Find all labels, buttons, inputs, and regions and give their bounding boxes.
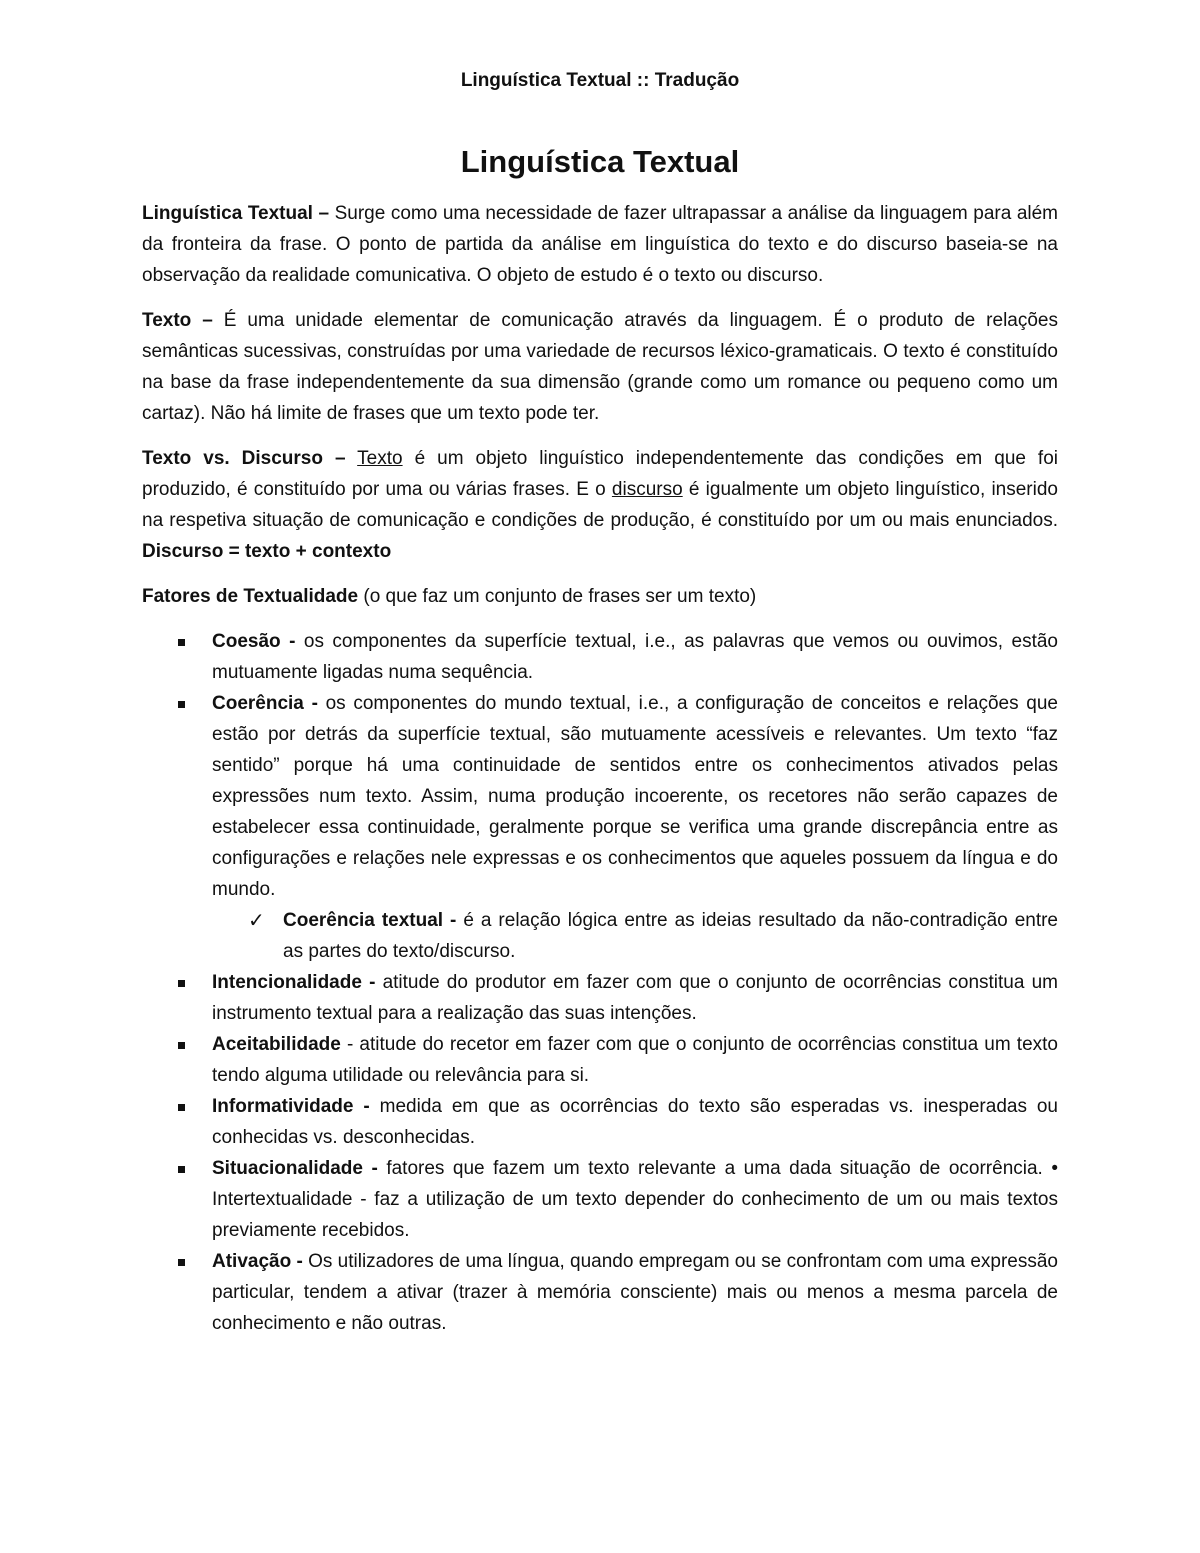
- paragraph-texto: [142, 305, 1058, 429]
- factor-text: os componentes do mundo textual, i.e., a configuração de conceitos e relações que estão por detrás da superfície textual, são mutuamente acessíveis e relevantes. Um texto “faz sentido” porque há uma continuidade de sentidos entre os conhecimentos ativados pelas expressões num texto. Assim, numa produção incoerente, os recetores não serão capazes de estabelecer essa continuidade, geralmente porque se verifica uma grande discrepância entre as configurações e relações nele expressas e os conhecimentos que aqueles possuem da língua e do mundo.: [212, 693, 1058, 900]
- factor-term: Aceitabilidade: [212, 1034, 341, 1055]
- factor-term: Intencionalidade -: [212, 972, 376, 993]
- factor-text: Os utilizadores de uma língua, quando empregam ou se confrontam com uma expressão particular, tendem a ativar (trazer à memória consciente) mais ou menos a mesma parcela de conhecimento e não outras.: [212, 1251, 1058, 1334]
- square-bullet-icon: [178, 1104, 185, 1111]
- paragraph-texto-vs-discurso: [142, 443, 1058, 567]
- definition-text: é igualmente um objeto linguístico, inserido na respetiva situação de comunicação e condições de produção, é constituído por um ou mais enunciados.: [142, 479, 1058, 531]
- paragraph-fatores-heading: [142, 581, 1058, 612]
- list-item-informatividade: [142, 1091, 1058, 1153]
- factor-text: - atitude do recetor em fazer com que o conjunto de ocorrências constitua um texto tendo alguma utilidade ou relevância para si.: [212, 1034, 1058, 1086]
- checkmark-icon: ✓: [248, 908, 265, 932]
- factor-text: atitude do produtor em fazer com que o conjunto de ocorrências constitua um instrumento textual para a realização das suas intenções.: [212, 972, 1058, 1024]
- term-texto: Texto –: [142, 310, 213, 331]
- list-item-situacionalidade: [142, 1153, 1058, 1246]
- factor-term: Coesão -: [212, 631, 296, 652]
- page-title: Linguística Textual: [460, 144, 740, 179]
- underlined-discurso: discurso: [611, 479, 683, 500]
- document-page: [142, 70, 1058, 1339]
- definition-text: Surge como uma necessidade de fazer ultrapassar a análise da linguagem para além da fronteira da frase. O ponto de partida da análise em linguística do texto e do discurso baseia-se na observação da realidade comunicativa. O objeto de estudo é o texto ou discurso.: [142, 203, 1058, 286]
- definition-text: é um objeto linguístico independentemente das condições em que foi produzido, é constituído por uma ou várias frases. E o: [142, 448, 1059, 500]
- term-texto-vs-discurso: Texto vs. Discurso –: [142, 448, 346, 469]
- square-bullet-icon: [178, 1166, 185, 1173]
- factor-term: Coerência -: [212, 693, 318, 714]
- term-fatores-de-textualidade: Fatores de Textualidade: [142, 586, 359, 607]
- subfactor-list: [212, 905, 1058, 967]
- list-item-aceitabilidade: [142, 1029, 1058, 1091]
- formula-discurso: Discurso = texto + contexto: [142, 541, 392, 562]
- square-bullet-icon: [178, 1042, 185, 1049]
- factor-term: Situacionalidade -: [212, 1158, 378, 1179]
- list-item-ativacao: [142, 1246, 1058, 1339]
- square-bullet-icon: [178, 639, 185, 646]
- factor-text: os componentes da superfície textual, i.e., as palavras que vemos ou ouvimos, estão mutuamente ligadas numa sequência.: [212, 631, 1058, 683]
- factor-term: Informatividade -: [212, 1096, 370, 1117]
- square-bullet-icon: [178, 980, 185, 987]
- running-header: Linguística Textual :: Tradução: [460, 70, 740, 91]
- spacer-text: [346, 448, 358, 469]
- list-item-coerencia-textual: [212, 905, 1058, 967]
- factor-text: medida em que as ocorrências do texto são esperadas vs. inesperadas ou conhecidas vs. desconhecidas.: [212, 1096, 1058, 1148]
- square-bullet-icon: [178, 701, 185, 708]
- paragraph-linguistica-textual: [142, 198, 1058, 291]
- subfactor-text: é a relação lógica entre as ideias resultado da não-contradição entre as partes do texto/discurso.: [283, 910, 1059, 962]
- square-bullet-icon: [178, 1259, 185, 1266]
- factor-text: fatores que fazem um texto relevante a uma dada situação de ocorrência. • Intertextualidade - faz a utilização de um texto depender do conhecimento de um ou mais textos previamente recebidos.: [212, 1158, 1058, 1241]
- definition-text: É uma unidade elementar de comunicação através da linguagem. É o produto de relações semânticas sucessivas, construídas por uma variedade de recursos léxico-gramaticais. O texto é constituído na base da frase independentemente da sua dimensão (grande como um romance ou pequeno como um cartaz). Não há limite de frases que um texto pode ter.: [142, 310, 1058, 424]
- heading-note: (o que faz um conjunto de frases ser um texto): [358, 586, 757, 607]
- term-linguistica-textual: Linguística Textual –: [142, 203, 330, 224]
- subfactor-term: Coerência textual -: [283, 910, 457, 931]
- factor-term: Ativação -: [212, 1251, 303, 1272]
- underlined-texto: Texto: [357, 448, 403, 469]
- factors-list: [142, 626, 1058, 1339]
- list-item-coerencia: [142, 688, 1058, 967]
- list-item-coesao: [142, 626, 1058, 688]
- list-item-intencionalidade: [142, 967, 1058, 1029]
